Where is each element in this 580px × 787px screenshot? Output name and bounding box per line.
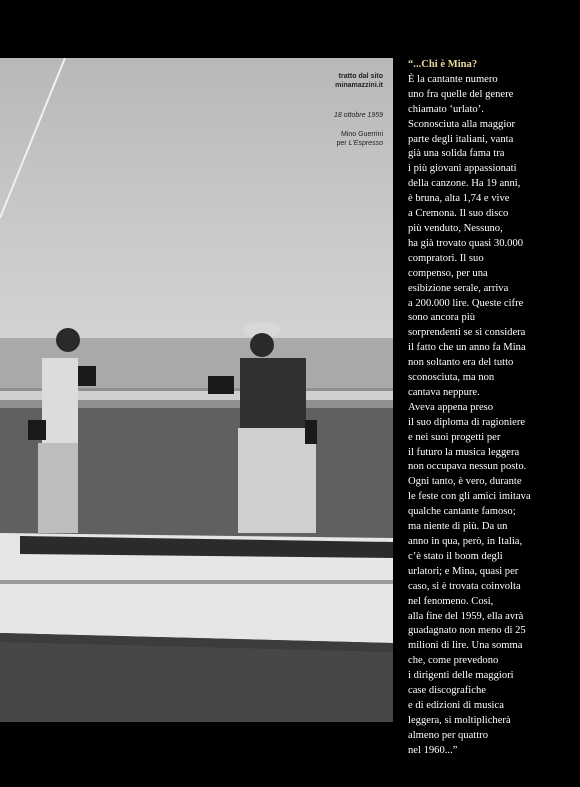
credit-source-line2: minamazzini.it bbox=[335, 82, 383, 89]
quote-column bbox=[408, 58, 574, 759]
publication-prefix: per bbox=[336, 140, 349, 147]
photo-publication-line bbox=[334, 139, 383, 148]
photo-date: 18 ottobre 1959 bbox=[333, 112, 383, 119]
beach-photographers-photo bbox=[0, 58, 393, 722]
credit-source-line1: tratto dal sito bbox=[338, 73, 383, 80]
quote-body: È la cantante numero uno fra quelle del genere chiamato ‘urlato’. Sconosciuta alla maggior parte degli italiani, vanta già una solida fama tra i più giovani appassionati della canzone. Ha 19 anni, è bruna, alta 1,74 e vive a Cremona. Il suo disco più venduto, Nessuno, ha già trovato quasi 30.000 compratori. Il suo compenso, per una esibizione serale, arriva a 200.000 lire. Queste cifre sono ancora più sorprendenti se si considera il fatto che un anno fa Mina non soltanto era del tutto sconosciuta, ma non cantava neppure. Aveva appena preso il suo diploma di ragioniere e nei suoi progetti per il futuro la musica leggera non occupava nessun posto. Ogni tanto, è vero, durante le feste con gli amici imitava qualche cantante famoso; ma niente di più. Da un anno in qua, però, in Italia, c’è stato il boom degli urlatori; e Mina, quasi per caso, si è trovata coinvolta nel fenomeno. Così, alla fine del 1959, ella avrà guadagnato non meno di 25 milioni di lire. Una somma che, come prevedono i dirigenti delle maggiori case discografiche e di edizioni di musica leggera, si moltiplicherà almeno per quattro nel 1960...” bbox=[408, 73, 531, 756]
photo-author-block bbox=[334, 130, 383, 148]
credit-source bbox=[334, 72, 383, 90]
photo-author: Mino Guerrini bbox=[340, 131, 383, 138]
publication-name: L'Espresso bbox=[348, 140, 383, 147]
photo-credits bbox=[334, 72, 383, 148]
beach-photo bbox=[0, 58, 393, 722]
quote-lead: “...Chi è Mina? bbox=[408, 59, 478, 70]
